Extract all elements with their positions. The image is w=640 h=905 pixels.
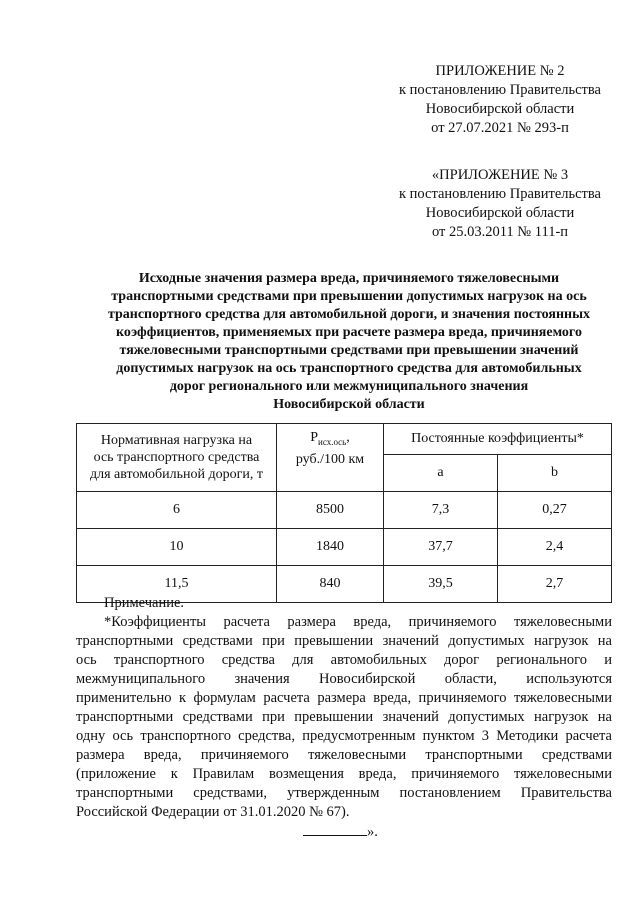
cell-a: 39,5 [384, 566, 498, 603]
cell-load: 6 [77, 492, 277, 529]
cell-b: 2,4 [498, 529, 612, 566]
cell-b: 2,7 [498, 566, 612, 603]
cell-a: 7,3 [384, 492, 498, 529]
appendix-date-line: от 25.03.2011 № 111-п [431, 224, 569, 240]
appendix-region-line: Новосибирской области [425, 101, 575, 117]
closing-mark [303, 822, 378, 841]
cell-a: 37,7 [384, 529, 498, 566]
header-a: a [384, 455, 498, 492]
appendix-current-header [390, 62, 610, 138]
header-load-line: Нормативная нагрузка на [100, 433, 253, 448]
closing-quote: ». [367, 824, 378, 840]
note-line: транспортными средствами, утвержденным постановлением Правительства [76, 785, 612, 801]
note-label: Примечание. [104, 595, 185, 611]
table-row [77, 529, 612, 566]
note-line: ось транспортного средства для автомобильных дорог регионального и [76, 652, 612, 668]
table-row [77, 492, 612, 529]
document-title [84, 270, 614, 414]
title-line: дорог регионального или межмуниципального значения [169, 379, 529, 394]
header-p-unit: руб./100 км [295, 451, 365, 467]
appendix-region-line: Новосибирской области [425, 205, 575, 221]
cell-load: 10 [77, 529, 277, 566]
cell-b: 0,27 [498, 492, 612, 529]
p-letter: P [310, 430, 319, 445]
header-load-line: для автомобильной дороги, т [90, 467, 263, 482]
note-line: *Коэффициенты расчета размера вреда, причиняемого тяжеловесными [104, 614, 612, 630]
header-coefficients: Постоянные коэффициенты* [384, 424, 612, 455]
note-line: транспортными средствами при превышении значений допустимых нагрузок на [76, 633, 612, 649]
note-line: Российской Федерации от 31.01.2020 № 67). [76, 804, 350, 820]
title-line: транспортного средства для автомобильной дороги, и значения постоянных [107, 307, 591, 322]
note-line: межмуниципального значения Новосибирской области, используются [76, 671, 612, 687]
cell-p: 1840 [277, 529, 384, 566]
cell-p: 8500 [277, 492, 384, 529]
title-line: Исходные значения размера вреда, причиняемого тяжеловесными [138, 271, 560, 286]
appendix-date-line: от 27.07.2021 № 293-п [431, 120, 569, 136]
note-line: (приложение к Правилам возмещения вреда, причиняемого тяжеловесными [76, 766, 612, 782]
header-base-damage [277, 424, 384, 492]
header-p-symbol [278, 429, 382, 451]
note-line: одну ось транспортного средства, предусмотренным пунктом 3 Методики расчета [76, 728, 612, 744]
title-line: допустимых нагрузок на ось транспортного средства для автомобильных [116, 361, 582, 376]
coefficients-table [76, 423, 612, 603]
footnote [76, 594, 612, 822]
cell-p: 840 [277, 566, 384, 603]
appendix-ref-line: к постановлению Правительства [399, 186, 601, 202]
p-subscript: исх.ось [318, 436, 347, 447]
note-line: применительно к формулам расчета размера вреда, причиняемого тяжеловесными [76, 690, 612, 706]
header-load [77, 424, 277, 492]
cell-load: 11,5 [77, 566, 277, 603]
underline-divider [303, 822, 367, 836]
appendix-number: ПРИЛОЖЕНИЕ № 2 [435, 63, 565, 79]
title-line: тяжеловесными транспортными средствами при превышении значений [119, 343, 579, 358]
title-line: коэффициентов, применяемых при расчете размера вреда, причиняемого [116, 325, 582, 340]
title-line: Новосибирской области [273, 397, 425, 412]
header-load-line: ось транспортного средства [93, 450, 260, 465]
title-line: транспортными средствами при превышении допустимых нагрузок на ось [111, 289, 587, 304]
appendix-original-header [390, 166, 610, 242]
note-line: транспортными средствами при превышении значений допустимых нагрузок на [76, 709, 612, 725]
note-line: размера вреда, причиняемого тяжеловесными транспортными средствами [76, 747, 612, 763]
appendix-ref-line: к постановлению Правительства [399, 82, 601, 98]
appendix-number: «ПРИЛОЖЕНИЕ № 3 [431, 167, 569, 183]
p-comma: , [346, 430, 350, 445]
header-b: b [498, 455, 612, 492]
